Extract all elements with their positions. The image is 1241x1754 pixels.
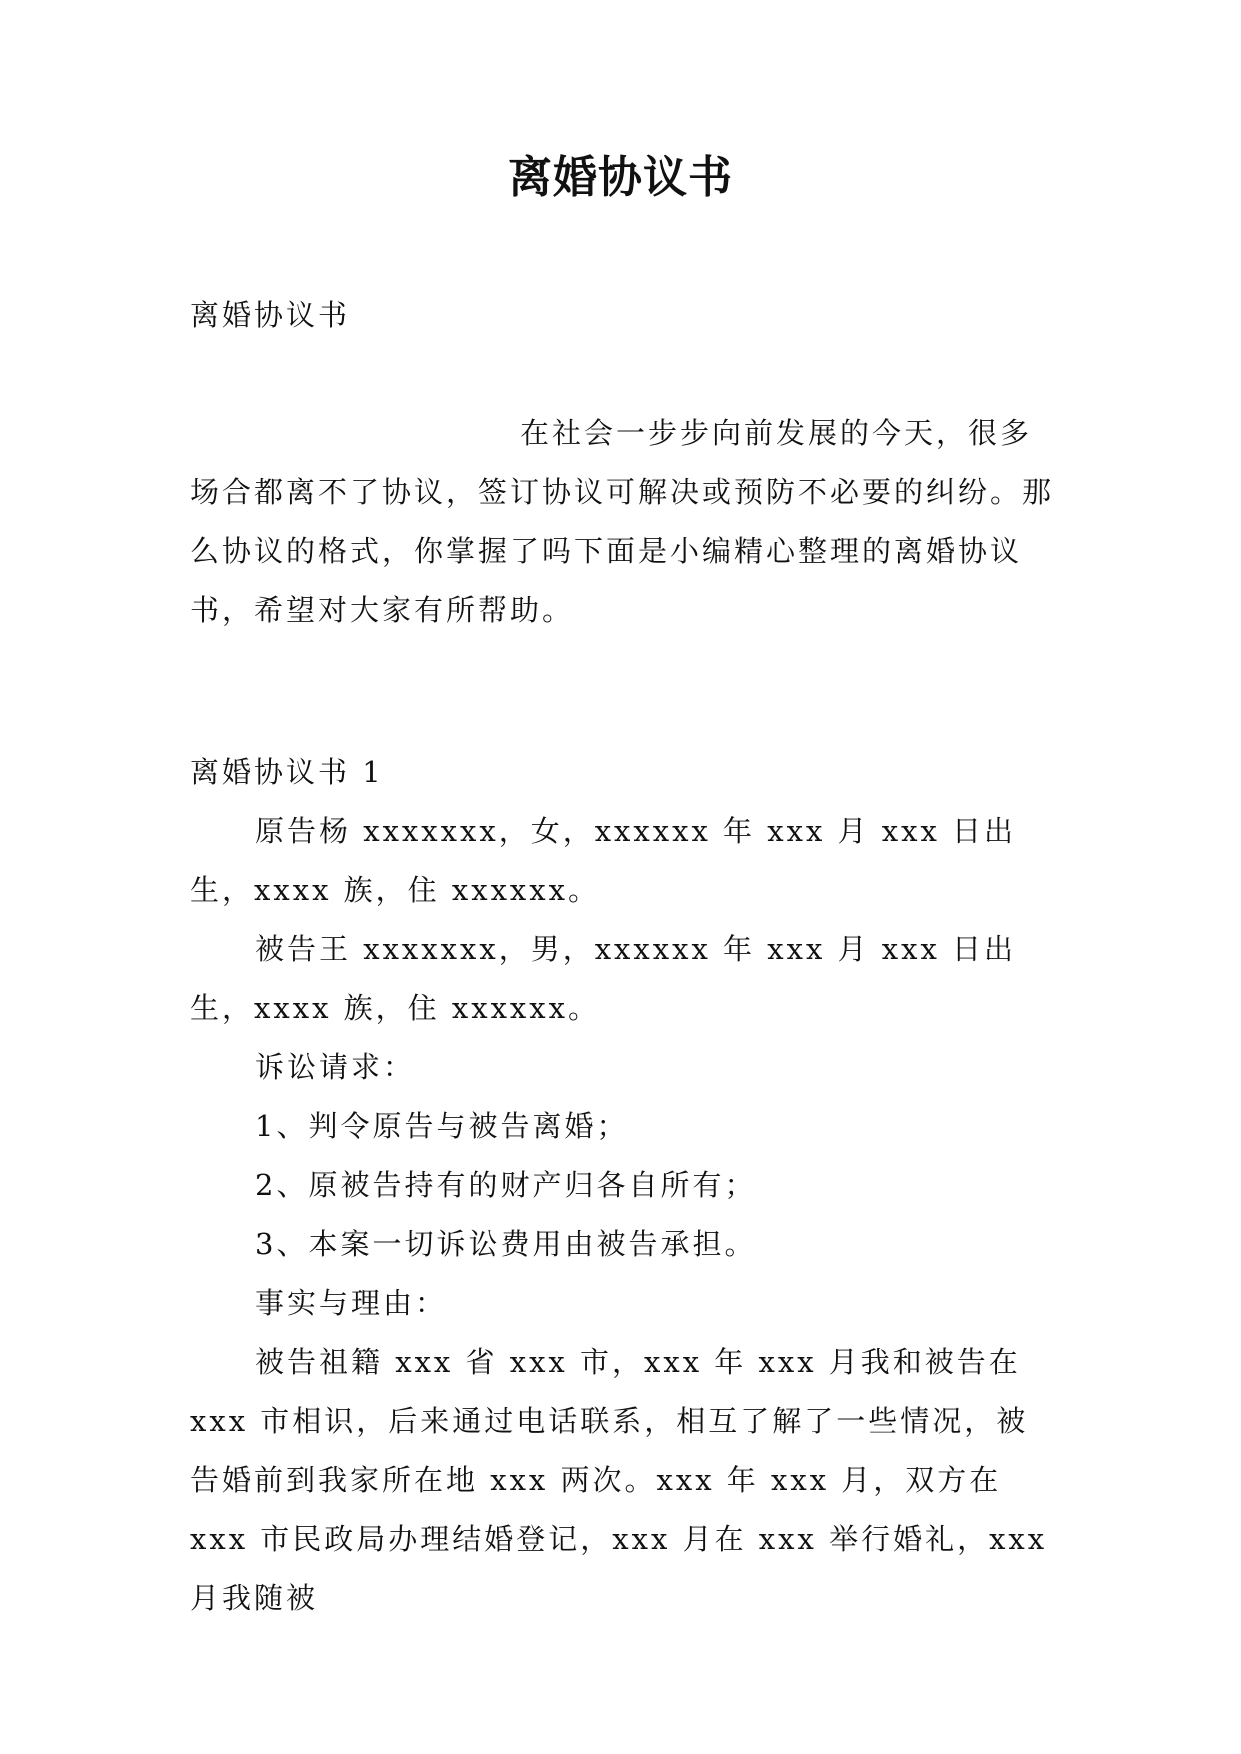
section-heading: 离婚协议书 1	[190, 755, 384, 789]
claim-item: 2、原被告持有的财产归各自所有；	[255, 1168, 757, 1202]
plaintiff-paragraph: 原告杨 xxxxxxx，女，xxxxxx 年 xxx 月 xxx 日出生，xxxx 族，住 xxxxxx。	[190, 814, 1017, 907]
claim-item: 3、本案一切诉讼费用由被告承担。	[255, 1227, 757, 1261]
claims-heading: 诉讼请求：	[255, 1050, 416, 1084]
intro-paragraph: 在社会一步步向前发展的今天，很多场合都离不了协议，签订协议可解决或预防不必要的纠纷。那么协议的格式，你掌握了吗下面是小编精心整理的离婚协议书，希望对大家有所帮助。	[190, 416, 1055, 627]
section-body	[190, 802, 1060, 1628]
facts-paragraph: 被告祖籍 xxx 省 xxx 市，xxx 年 xxx 月我和被告在 xxx 市相识，后来通过电话联系，相互了解了一些情况，被告婚前到我家所在地 xxx 两次。xxx 年 xxx 月，双方在 xxx 市民政局办理结婚登记，xxx 月在 xxx 举行婚礼，xxx 月我随被	[190, 1345, 1048, 1615]
facts-heading: 事实与理由：	[255, 1286, 448, 1320]
document-subtitle: 离婚协议书	[190, 298, 351, 332]
defendant-paragraph: 被告王 xxxxxxx，男，xxxxxx 年 xxx 月 xxx 日出生，xxxx 族，住 xxxxxx。	[190, 932, 1017, 1025]
claim-item: 1、判令原告与被告离婚；	[255, 1109, 629, 1143]
document-title: 离婚协议书	[508, 152, 733, 203]
